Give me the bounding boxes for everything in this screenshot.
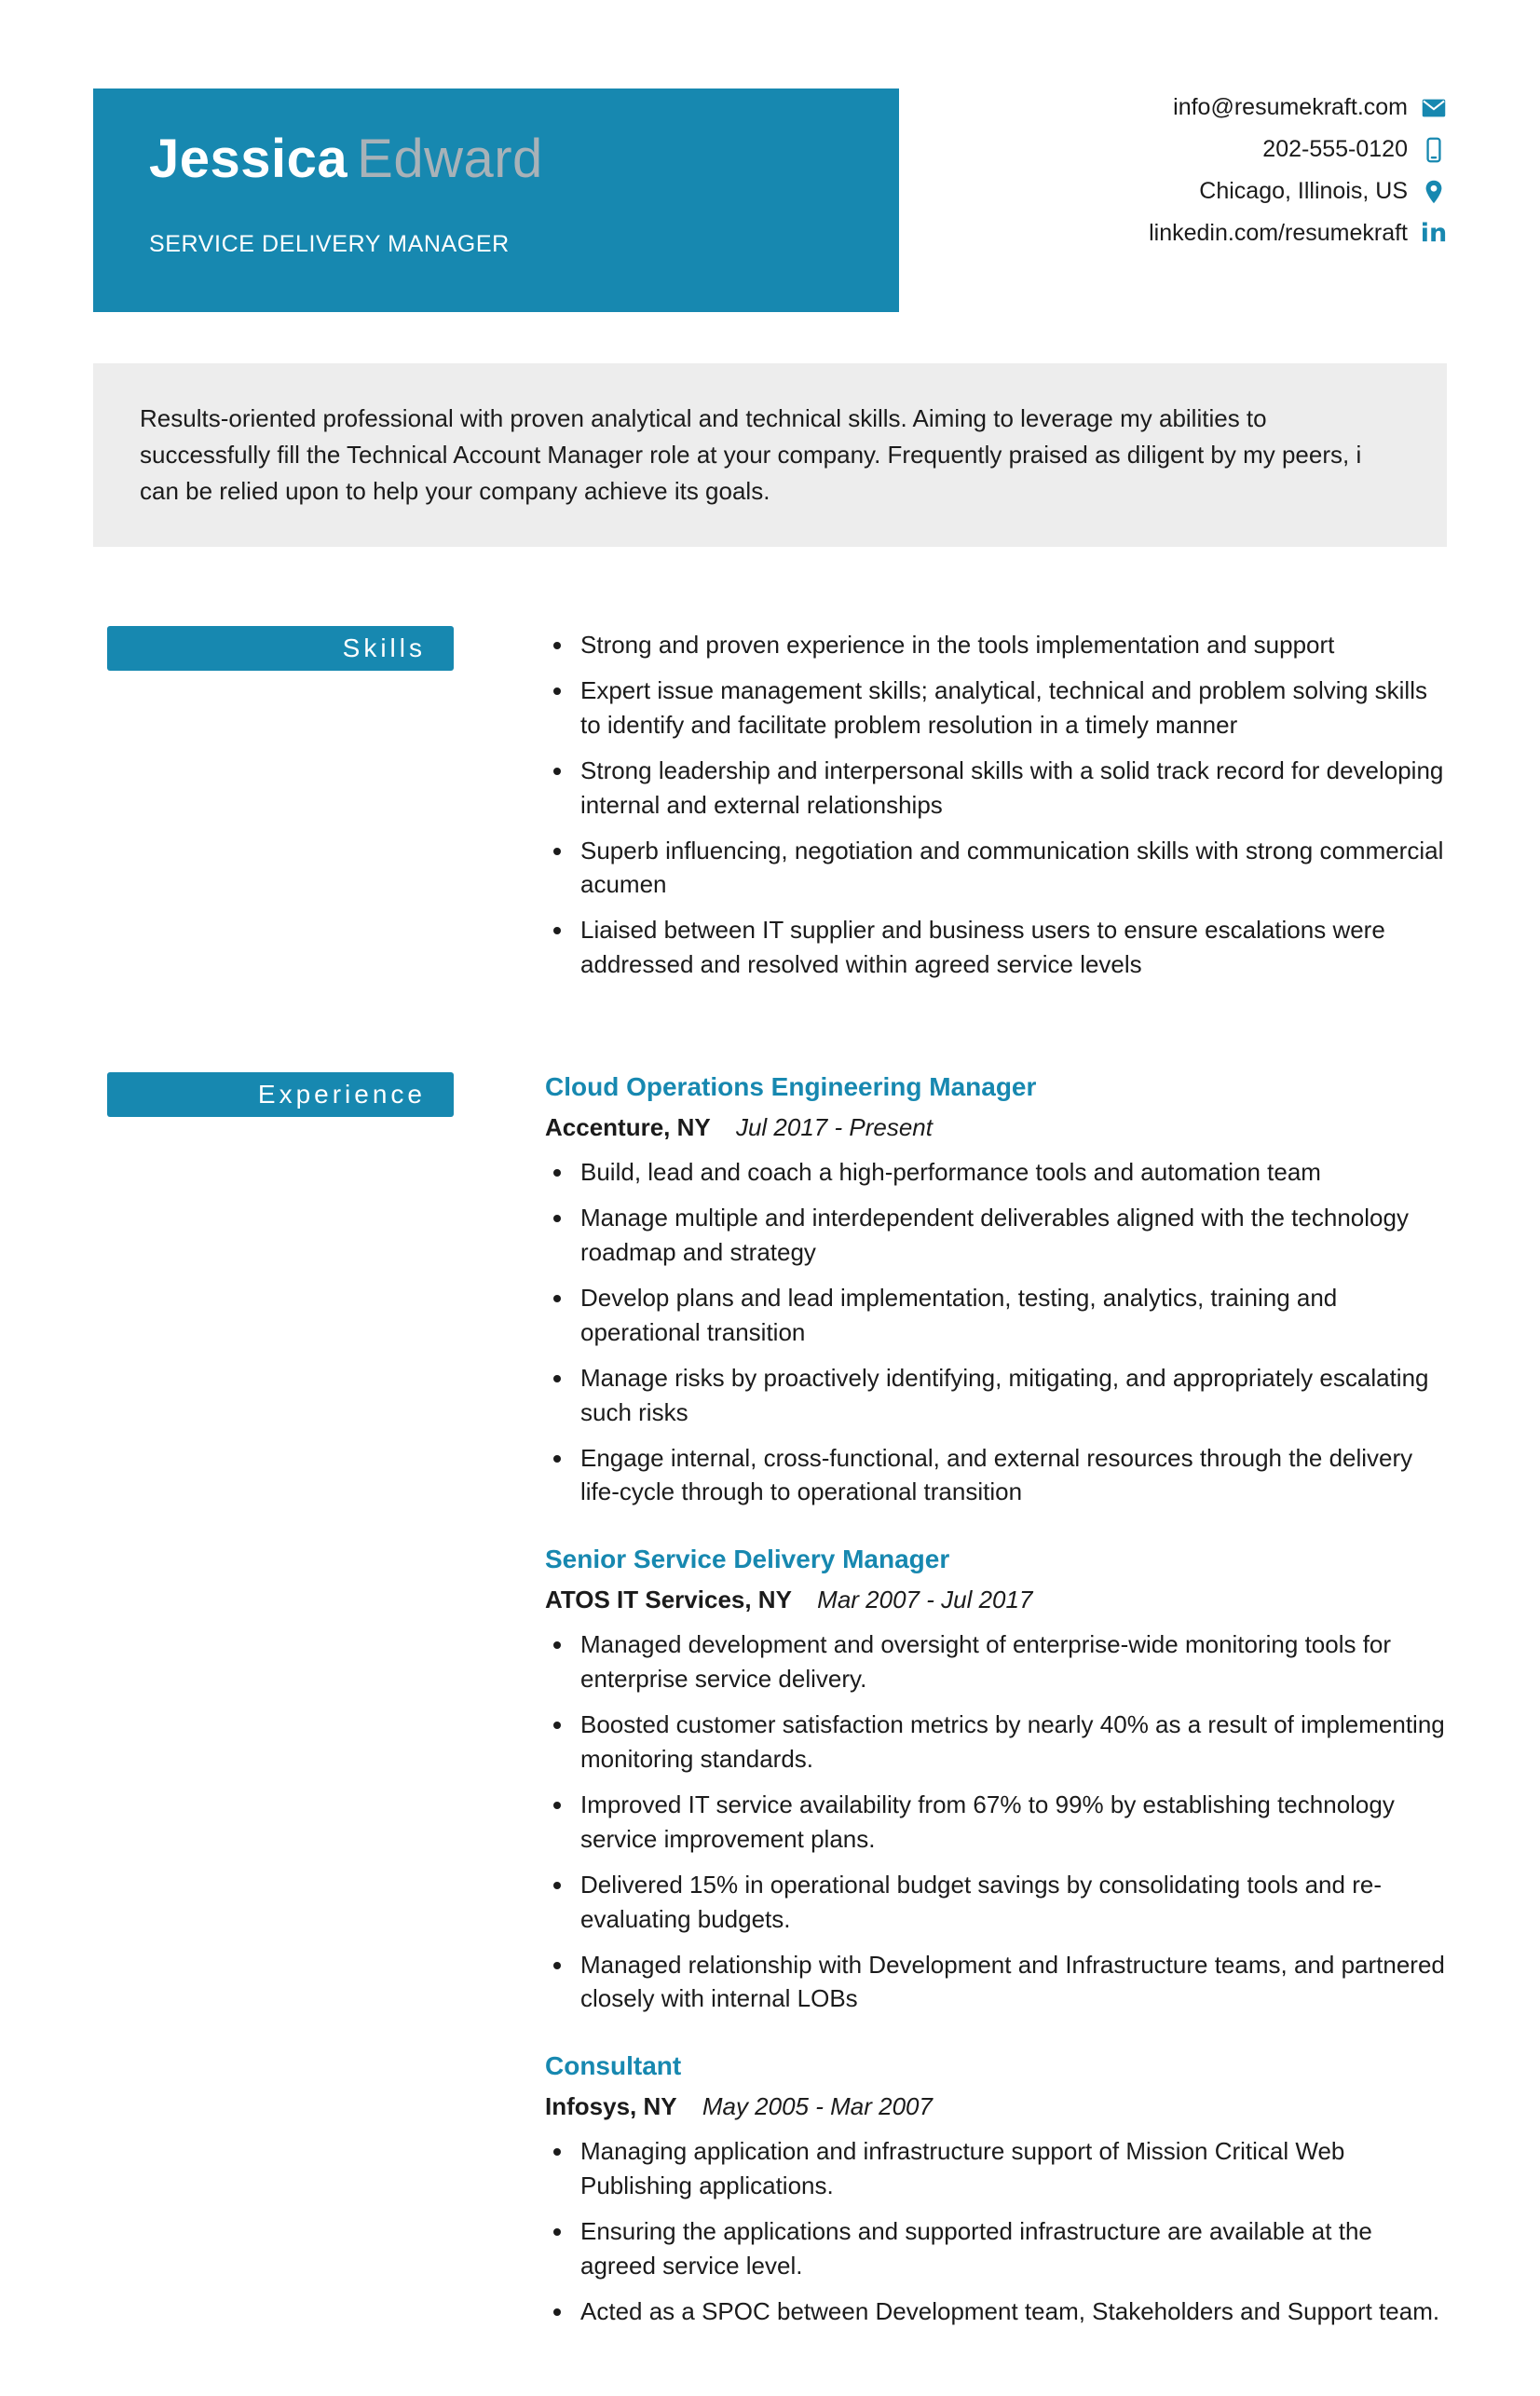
skills-right-column (545, 626, 1447, 993)
job-title-header: SERVICE DELIVERY MANAGER (149, 231, 510, 257)
summary-paragraph: Results-oriented professional with proven analytical and technical skills. Aiming to leverage my abilities to successfully fill the Technical Account Manager role at your company. Frequently praised as diligent by my peers, i can be relied upon to help your company achieve its goals. (93, 363, 1447, 547)
last-name: Edward (357, 129, 543, 189)
email-icon (1421, 95, 1447, 121)
skill-item: • Strong and proven experience in the tools implementation and support (575, 628, 1447, 662)
skill-item: • Expert issue management skills; analytical, technical and problem solving skills to identify and facilitate problem resolution in a timely manner (575, 674, 1447, 742)
job-bullets (545, 1627, 1447, 2016)
job-title: Cloud Operations Engineering Manager (545, 1072, 1037, 1102)
skills-section-badge: Skills (107, 626, 454, 671)
job-entry (545, 1545, 1447, 2016)
job-company: ATOS IT Services, NY (545, 1586, 792, 1614)
job-meta (545, 2092, 1447, 2121)
job-bullet: • Acted as a SPOC between Development team, Stakeholders and Support team. (575, 2294, 1447, 2329)
contact-linkedin (1149, 220, 1447, 247)
name-card (93, 88, 899, 312)
contact-block (1149, 94, 1447, 247)
job-bullet: • Ensuring the applications and supported infrastructure are available at the agreed service level. (575, 2214, 1447, 2283)
job-bullet: • Managed development and oversight of enterprise-wide monitoring tools for enterprise service delivery. (575, 1627, 1447, 1696)
job-bullet: • Improved IT service availability from 67% to 99% by establishing technology service improvement plans. (575, 1788, 1447, 1857)
person-name (149, 128, 843, 190)
job-bullets (545, 2134, 1447, 2329)
job-bullet: • Managing application and infrastructure support of Mission Critical Web Publishing applications. (575, 2134, 1447, 2203)
job-dates: Mar 2007 - Jul 2017 (817, 1586, 1033, 1614)
job-bullets (545, 1155, 1447, 1509)
job-meta (545, 1586, 1447, 1614)
job-bullet: • Delivered 15% in operational budget savings by consolidating tools and re-evaluating budgets. (575, 1868, 1447, 1937)
jobs-container (545, 1072, 1447, 2340)
email-text: info@resumekraft.com (1173, 94, 1408, 120)
job-bullet: • Manage risks by proactively identifying, mitigating, and appropriately escalating such risks (575, 1361, 1447, 1430)
job-bullet: • Boosted customer satisfaction metrics by nearly 40% as a result of implementing monitoring standards. (575, 1708, 1447, 1777)
location-text: Chicago, Illinois, US (1199, 178, 1408, 204)
location-icon (1421, 179, 1447, 205)
job-bullet: • Build, lead and coach a high-performance tools and automation team (575, 1155, 1447, 1190)
job-company: Accenture, NY (545, 1113, 711, 1142)
skills-section (93, 626, 1447, 993)
job-entry (545, 2051, 1447, 2329)
job-entry (545, 1072, 1447, 1509)
contact-phone (1149, 136, 1447, 163)
job-title: Consultant (545, 2051, 682, 2081)
job-title: Senior Service Delivery Manager (545, 1545, 950, 1574)
job-bullet: • Engage internal, cross-functional, and external resources through the delivery life-cycle through to operational transition (575, 1441, 1447, 1510)
skills-list (545, 628, 1447, 982)
skill-item: • Liaised between IT supplier and business users to ensure escalations were addressed and resolved within agreed service levels (575, 913, 1447, 982)
phone-icon (1421, 137, 1447, 163)
phone-text: 202-555-0120 (1262, 136, 1408, 162)
experience-section (93, 1072, 1447, 2340)
contact-location (1149, 178, 1447, 205)
linkedin-text: linkedin.com/resumekraft (1149, 220, 1408, 246)
job-bullet: • Manage multiple and interdependent deliverables aligned with the technology roadmap and strategy (575, 1201, 1447, 1270)
header (93, 88, 1447, 312)
job-dates: Jul 2017 - Present (735, 1113, 933, 1142)
skills-left-column (93, 626, 545, 993)
job-bullet: • Managed relationship with Development and Infrastructure teams, and partnered closely with internal LOBs (575, 1948, 1447, 2017)
job-company: Infosys, NY (545, 2092, 677, 2121)
first-name: Jessica (149, 129, 348, 189)
experience-left-column (93, 1072, 545, 2340)
job-dates: May 2005 - Mar 2007 (702, 2092, 933, 2121)
linkedin-icon: in (1420, 219, 1448, 248)
experience-section-badge: Experience (107, 1072, 454, 1117)
skill-item: • Strong leadership and interpersonal skills with a solid track record for developing internal and external relationships (575, 754, 1447, 823)
skill-item: • Superb influencing, negotiation and communication skills with strong commercial acumen (575, 834, 1447, 903)
job-bullet: • Develop plans and lead implementation, testing, analytics, training and operational transition (575, 1281, 1447, 1350)
job-meta (545, 1113, 1447, 1142)
contact-email (1149, 94, 1447, 121)
